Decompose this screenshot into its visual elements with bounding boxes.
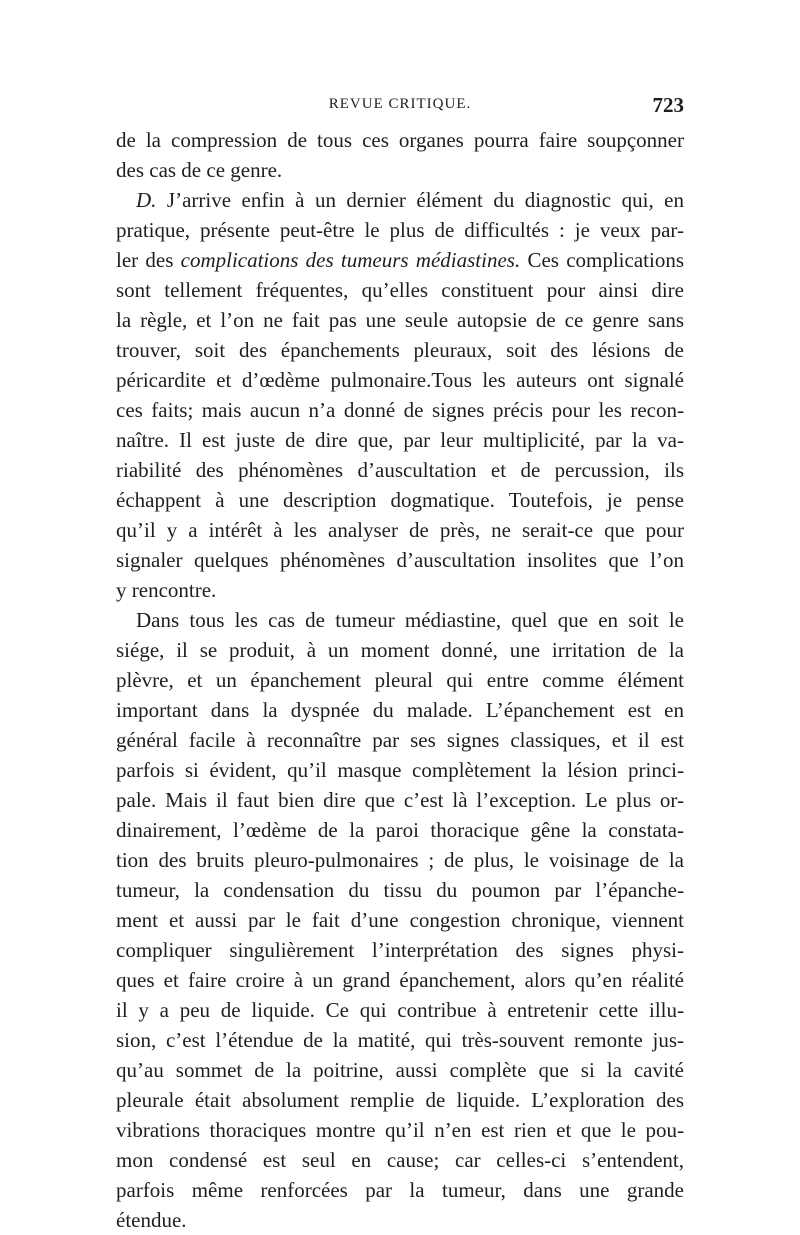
text-line: D. J’arrive enfin à un dernier élément du diagnostic qui, en <box>136 188 684 212</box>
text-line: la règle, et l’on ne fait pas une seule autopsie de ce genre sans <box>116 308 684 332</box>
text-line: important dans la dyspnée du malade. L’épanchement est en <box>116 698 684 722</box>
text-line: pleurale était absolument remplie de liquide. L’exploration des <box>116 1088 684 1112</box>
text-line: sont tellement fréquentes, qu’elles constituent pour ainsi dire <box>116 278 684 302</box>
text-line: échappent à une description dogmatique. Toutefois, je pense <box>116 488 684 512</box>
body-text <box>116 125 684 1235</box>
text-line: siége, il se produit, à un moment donné, une irritation de la <box>116 638 684 662</box>
text-line: tion des bruits pleuro-pulmonaires ; de plus, le voisinage de la <box>116 848 684 872</box>
text-line: tumeur, la condensation du tissu du poumon par l’épanche- <box>116 878 684 902</box>
text-line: ces faits; mais aucun n’a donné de signes précis pour les recon- <box>116 398 684 422</box>
text-line: signaler quelques phénomènes d’auscultation insolites que l’on <box>116 548 684 572</box>
section-letter: D. <box>136 188 157 212</box>
text-line: pratique, présente peut-être le plus de difficultés : je veux par- <box>116 218 684 242</box>
text-line: parfois si évident, qu’il masque complètement la lésion princi- <box>116 758 684 782</box>
text-line: qu’il y a intérêt à les analyser de près, ne serait-ce que pour <box>116 518 684 542</box>
text-line: dinairement, l’œdème de la paroi thoracique gêne la constata- <box>116 818 684 842</box>
text-line: naître. Il est juste de dire que, par leur multiplicité, par la va- <box>116 428 684 452</box>
italic-emphasis: complications des tumeurs médiastines. <box>180 248 521 272</box>
text-line: général facile à reconnaître par ses signes classiques, et il est <box>116 728 684 752</box>
text-line: qu’au sommet de la poitrine, aussi complète que si la cavité <box>116 1058 684 1082</box>
text-line: mon condensé est seul en cause; car celles-ci s’entendent, <box>116 1148 684 1172</box>
running-title: REVUE CRITIQUE. <box>328 96 472 112</box>
text-line: trouver, soit des épanchements pleuraux, soit des lésions de <box>116 338 684 362</box>
text-line: pale. Mais il faut bien dire que c’est là l’exception. Le plus or- <box>116 788 684 812</box>
text-line: il y a peu de liquide. Ce qui contribue à entretenir cette illu- <box>116 998 684 1022</box>
text-line: plèvre, et un épanchement pleural qui entre comme élément <box>116 668 684 692</box>
page-number: 723 <box>652 93 684 117</box>
text-line: ques et faire croire à un grand épanchement, alors qu’en réalité <box>116 968 684 992</box>
text-line: ment et aussi par le fait d’une congestion chronique, viennent <box>116 908 684 932</box>
text-line: vibrations thoraciques montre qu’il n’en est rien et que le pou- <box>116 1118 684 1142</box>
text-line: de la compression de tous ces organes pourra faire soupçonner <box>116 128 684 152</box>
text-line: riabilité des phénomènes d’auscultation et de percussion, ils <box>116 458 684 482</box>
text-line: péricardite et d’œdème pulmonaire.Tous les auteurs ont signalé <box>116 368 684 392</box>
text-line: ler des complications des tumeurs médiastines. Ces complications <box>116 248 684 272</box>
running-head <box>116 93 684 117</box>
text-line: y rencontre. <box>116 578 217 602</box>
text-line: sion, c’est l’étendue de la matité, qui très-souvent remonte jus- <box>116 1028 684 1052</box>
text-line: étendue. <box>116 1208 187 1232</box>
text-line: parfois même renforcées par la tumeur, dans une grande <box>116 1178 684 1202</box>
text-line: Dans tous les cas de tumeur médiastine, quel que en soit le <box>136 608 684 632</box>
text-line: des cas de ce genre. <box>116 158 283 182</box>
text-line: compliquer singulièrement l’interprétation des signes physi- <box>116 938 684 962</box>
